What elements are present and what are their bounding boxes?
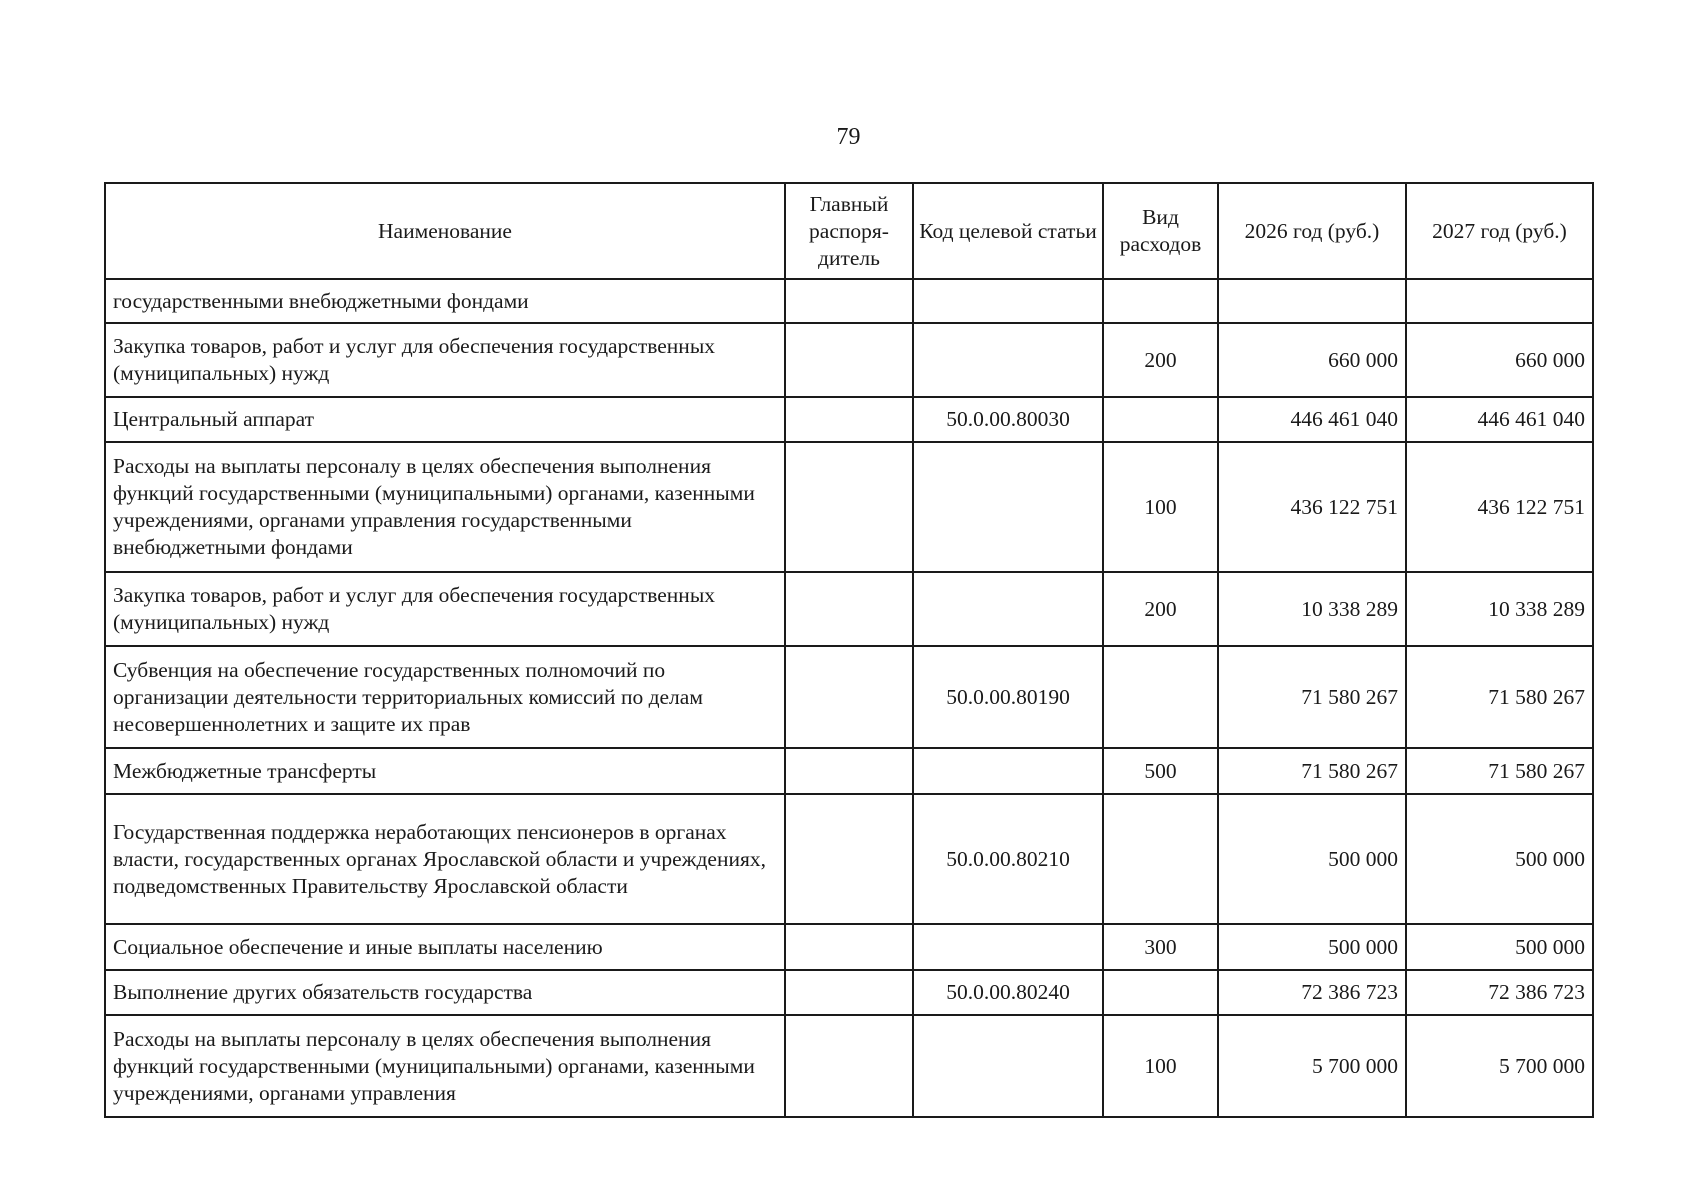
row-name: Закупка товаров, работ и услуг для обеспечения государственных (муниципальных) нужд (105, 572, 785, 646)
table-row (105, 442, 1593, 572)
row-admin (785, 646, 913, 748)
row-2027: 71 580 267 (1406, 646, 1593, 748)
row-name: Расходы на выплаты персоналу в целях обеспечения выполнения функций государственными (муниципальными) органами, казенными учреждениями, органами управления (105, 1015, 785, 1117)
row-admin (785, 397, 913, 442)
page-number: 79 (836, 124, 861, 150)
row-admin (785, 572, 913, 646)
row-kind: 100 (1103, 1015, 1218, 1117)
row-kind: 100 (1103, 442, 1218, 572)
row-2026: 660 000 (1218, 323, 1406, 397)
row-code: 50.0.00.80190 (913, 646, 1103, 748)
table-row (105, 970, 1593, 1015)
row-name: Закупка товаров, работ и услуг для обеспечения государственных (муниципальных) нужд (105, 323, 785, 397)
row-2026: 5 700 000 (1218, 1015, 1406, 1117)
row-2026: 10 338 289 (1218, 572, 1406, 646)
row-kind (1103, 279, 1218, 323)
row-2027: 660 000 (1406, 323, 1593, 397)
row-kind: 200 (1103, 323, 1218, 397)
table-row (105, 1015, 1593, 1117)
row-2027: 436 122 751 (1406, 442, 1593, 572)
row-admin (785, 323, 913, 397)
row-kind (1103, 794, 1218, 924)
row-admin (785, 748, 913, 794)
row-2026: 71 580 267 (1218, 646, 1406, 748)
row-code: 50.0.00.80240 (913, 970, 1103, 1015)
row-2027 (1406, 279, 1593, 323)
row-kind: 300 (1103, 924, 1218, 970)
table-row (105, 646, 1593, 748)
row-admin (785, 970, 913, 1015)
row-admin (785, 924, 913, 970)
header-kind: Вид расходов (1103, 183, 1218, 279)
row-code: 50.0.00.80210 (913, 794, 1103, 924)
row-code (913, 279, 1103, 323)
header-2026: 2026 год (руб.) (1218, 183, 1406, 279)
row-name: Расходы на выплаты персоналу в целях обеспечения выполнения функций государственными (муниципальными) органами, казенными учреждениями, органами управления государственными внебюджетными фондами (105, 442, 785, 572)
row-admin (785, 1015, 913, 1117)
row-2026: 500 000 (1218, 924, 1406, 970)
row-code (913, 572, 1103, 646)
row-name: Субвенция на обеспечение государственных полномочий по организации деятельности территориальных комиссий по делам несовершеннолетних и защите их прав (105, 646, 785, 748)
row-2027: 5 700 000 (1406, 1015, 1593, 1117)
row-kind (1103, 646, 1218, 748)
row-name: Межбюджетные трансферты (105, 748, 785, 794)
row-code (913, 323, 1103, 397)
table-row (105, 748, 1593, 794)
row-code (913, 442, 1103, 572)
table-row (105, 924, 1593, 970)
table-row (105, 794, 1593, 924)
row-2026 (1218, 279, 1406, 323)
table-row (105, 572, 1593, 646)
row-2026: 500 000 (1218, 794, 1406, 924)
row-name: Выполнение других обязательств государства (105, 970, 785, 1015)
row-kind (1103, 397, 1218, 442)
row-kind (1103, 970, 1218, 1015)
row-2027: 10 338 289 (1406, 572, 1593, 646)
row-admin (785, 794, 913, 924)
row-2026: 72 386 723 (1218, 970, 1406, 1015)
row-code (913, 1015, 1103, 1117)
row-admin (785, 279, 913, 323)
table-row (105, 397, 1593, 442)
row-2027: 71 580 267 (1406, 748, 1593, 794)
table-row (105, 323, 1593, 397)
row-2027: 500 000 (1406, 924, 1593, 970)
header-name: Наименование (105, 183, 785, 279)
table-row (105, 279, 1593, 323)
row-2026: 436 122 751 (1218, 442, 1406, 572)
table-header-row (105, 183, 1593, 279)
row-code (913, 924, 1103, 970)
row-code (913, 748, 1103, 794)
header-2027: 2027 год (руб.) (1406, 183, 1593, 279)
budget-table (104, 182, 1594, 1118)
row-name: Центральный аппарат (105, 397, 785, 442)
row-name: Государственная поддержка неработающих пенсионеров в органах власти, государственных органах Ярославской области и учреждениях, подведомственных Правительству Ярославской области (105, 794, 785, 924)
row-kind: 200 (1103, 572, 1218, 646)
row-2027: 500 000 (1406, 794, 1593, 924)
row-name: Социальное обеспечение и иные выплаты населению (105, 924, 785, 970)
header-code: Код целевой статьи (913, 183, 1103, 279)
row-2026: 446 461 040 (1218, 397, 1406, 442)
row-code: 50.0.00.80030 (913, 397, 1103, 442)
row-name: государственными внебюджетными фондами (105, 279, 785, 323)
row-2027: 446 461 040 (1406, 397, 1593, 442)
row-2027: 72 386 723 (1406, 970, 1593, 1015)
row-2026: 71 580 267 (1218, 748, 1406, 794)
row-admin (785, 442, 913, 572)
row-kind: 500 (1103, 748, 1218, 794)
header-admin: Главный распоря-дитель (785, 183, 913, 279)
